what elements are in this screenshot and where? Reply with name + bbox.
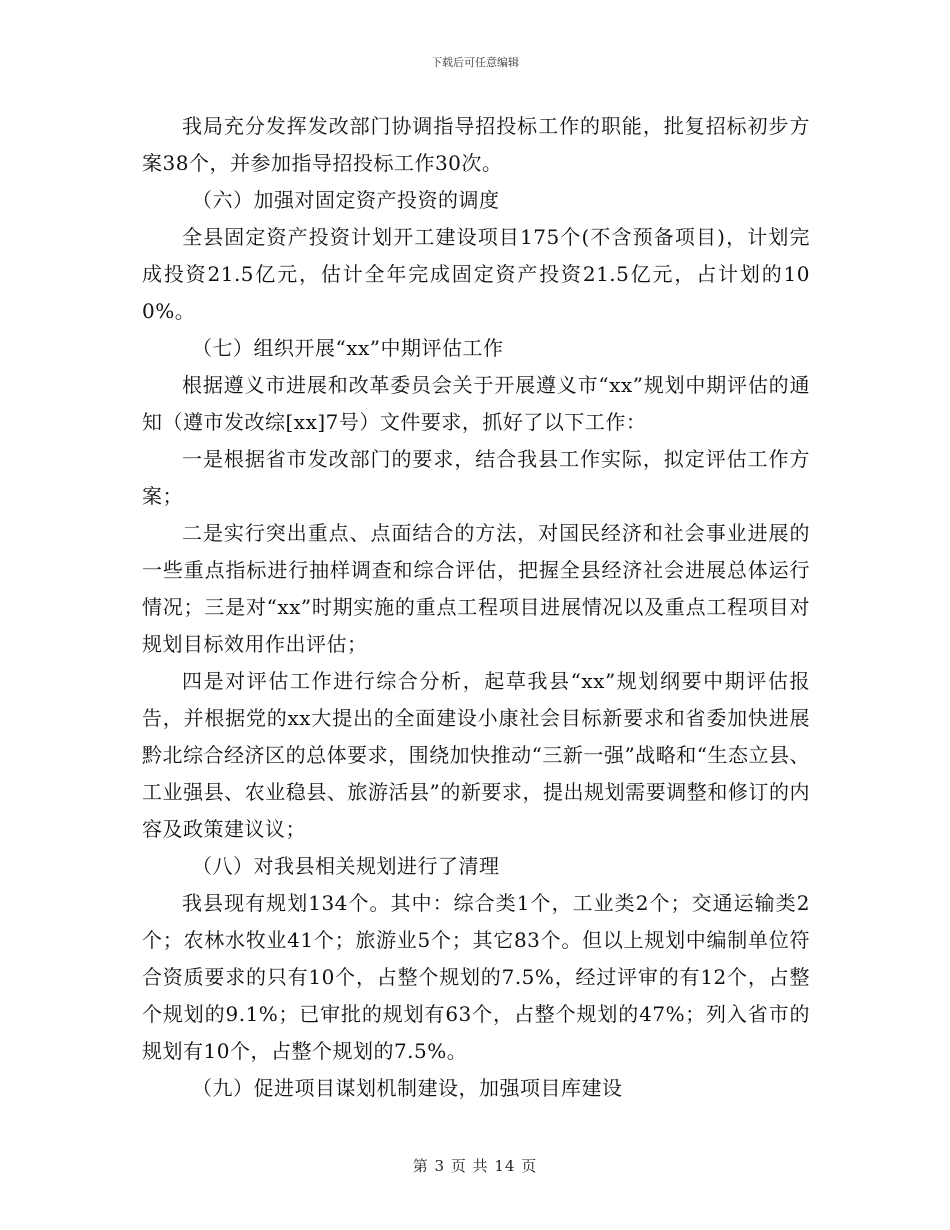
paragraph-fixed-assets: 全县固定资产投资计划开工建设项目175个(不含预备项目)，计划完成投资21.5亿元，估计全年完成固定资产投资21.5亿元，占计划的100%。 [142, 225, 810, 323]
page-header: 下载后可任意编辑 [431, 56, 519, 69]
section-heading-6: （六）加强对固定资产投资的调度 [192, 188, 500, 212]
paragraph-analysis: 四是对评估工作进行综合分析，起草我县“xx”规划纲要中期评估报告，并根据党的xx大提出的全面建设小康社会目标新要求和省委加快进展黔北综合经济区的总体要求，围绕加快推动“三新一强”战略和“生态立县、工业强县、农业稳县、旅游活县”的新要求，提出规划需要调整和修订的内容及政策建议议； [142, 669, 810, 841]
paragraph-sampling: 二是实行突出重点、点面结合的方法，对国民经济和社会事业进展的一些重点指标进行抽样调查和综合评估，把握全县经济社会进展总体运行情况；三是对“xx”时期实施的重点工程项目进展情况以及重点工程项目对规划目标效用作出评估； [142, 521, 810, 656]
paragraph-plans-count: 我县现有规划134个。其中：综合类1个，工业类2个；交通运输类2个；农林水牧业41个；旅游业5个；其它83个。但以上规划中编制单位符合资质要求的只有10个，占整个规划的7.5%，经过评审的有12个，占整个规划的9.1%；已审批的规划有63个，占整个规划的47%；列入省市的规划有10个，占整个规划的7.5%。 [142, 891, 810, 1063]
section-heading-9: （九）促进项目谋划机制建设，加强项目库建设 [192, 1076, 623, 1100]
section-heading-8: （八）对我县相关规划进行了清理 [192, 854, 500, 878]
page-number: 第 3 页 共 14 页 [412, 1157, 538, 1175]
section-heading-7: （七）组织开展“xx”中期评估工作 [192, 336, 504, 360]
paragraph-work-plan: 一是根据省市发改部门的要求，结合我县工作实际，拟定评估工作方案； [142, 447, 810, 508]
paragraph-evaluation-notice: 根据遵义市进展和改革委员会关于开展遵义市“xx”规划中期评估的通知（遵市发改综[xx]7号）文件要求，抓好了以下工作： [142, 373, 810, 434]
paragraph-bidding: 我局充分发挥发改部门协调指导招投标工作的职能，批复招标初步方案38个，并参加指导招投标工作30次。 [142, 114, 810, 175]
document-body [142, 108, 810, 1107]
